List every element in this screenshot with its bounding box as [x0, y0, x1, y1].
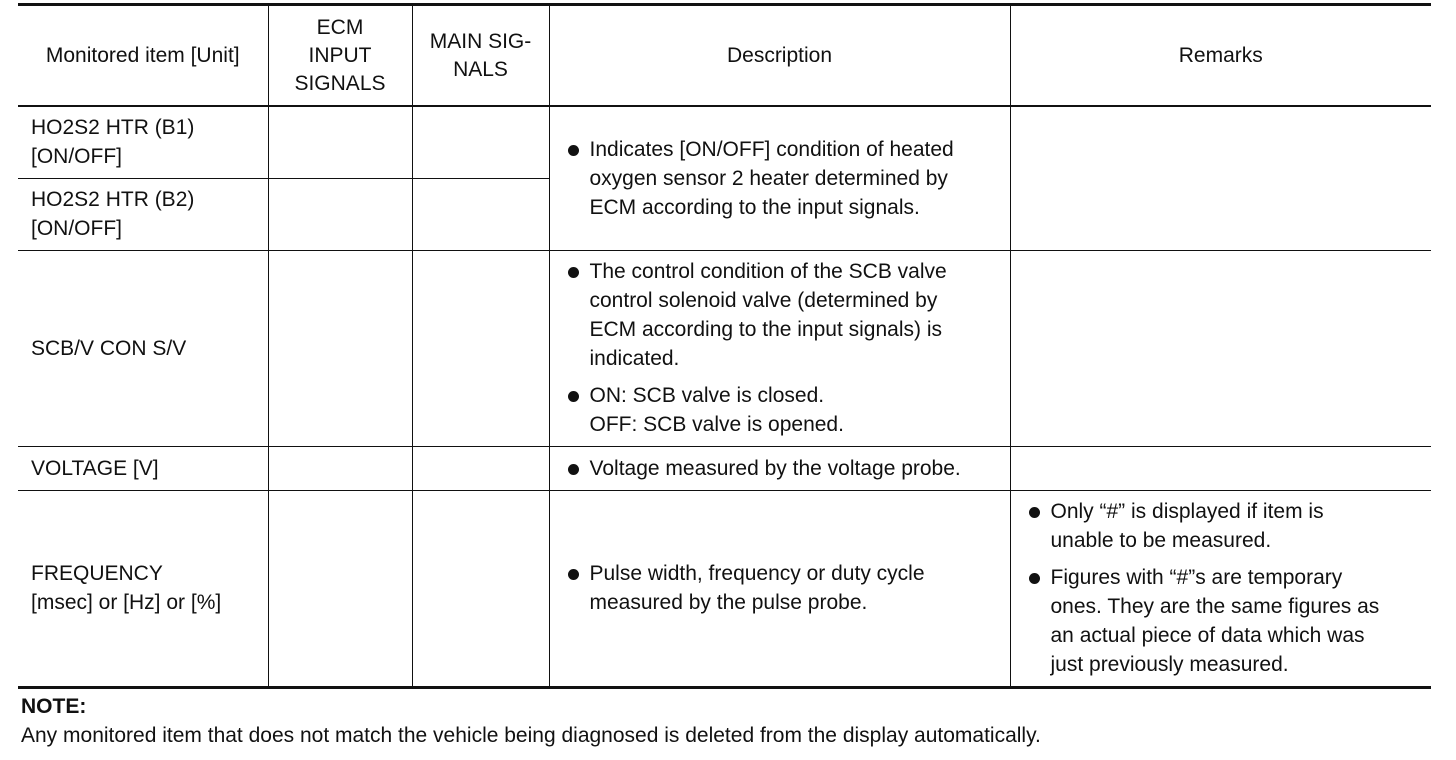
bullet-text: oxygen sensor 2 heater determined by: [589, 166, 948, 190]
main-signal-cell: [412, 250, 549, 446]
bullet-item: [1029, 497, 1426, 555]
description-cell: [549, 106, 1010, 250]
ecm-input-cell: [268, 106, 412, 178]
bullet-text: The control condition of the SCB valve: [589, 260, 947, 283]
item-text: [msec] or [Hz] or [%]: [31, 591, 222, 614]
ecm-input-cell: [268, 250, 412, 446]
main-signal-cell: [412, 106, 549, 178]
header-main-signals: [412, 5, 549, 107]
main-signal-cell: [412, 446, 549, 490]
header-main-line: NALS: [453, 57, 508, 81]
remarks-cell: [1010, 106, 1431, 250]
ecm-input-cell: [268, 490, 412, 687]
note-text: Any monitored item that does not match the vehicle being diagnosed is deleted from the display automatically.: [21, 724, 1041, 747]
header-remarks: Remarks: [1010, 5, 1431, 107]
header-ecm-line: SIGNALS: [294, 71, 386, 95]
remarks-cell: [1010, 446, 1431, 490]
remarks-list: [1029, 497, 1426, 679]
main-signal-cell: [412, 178, 549, 250]
bullet-item: [568, 559, 1004, 617]
bullet-text: ON: SCB valve is closed.: [589, 384, 825, 407]
bullet-text: unable to be measured.: [1050, 529, 1272, 552]
main-signal-cell: [412, 490, 549, 687]
item-text: [ON/OFF]: [31, 145, 122, 169]
table-row: [18, 250, 1431, 446]
bullet-text: an actual piece of data which was: [1050, 624, 1365, 647]
monitor-table: [18, 3, 1431, 689]
ecm-input-cell: [268, 446, 412, 490]
item-cell: [18, 106, 268, 178]
header-main-line: MAIN SIG-: [429, 29, 532, 53]
header-description: Description: [549, 5, 1010, 107]
item-cell: [18, 178, 268, 250]
header-ecm-line: ECM: [316, 15, 364, 39]
bullet-text: ones. They are the same figures as: [1050, 595, 1380, 618]
note-title: NOTE:: [21, 695, 87, 718]
bullet-text: just previously measured.: [1050, 653, 1289, 676]
bullet-text: Voltage measured by the voltage probe.: [589, 456, 961, 480]
bullet-item: [1029, 563, 1426, 679]
remarks-cell: [1010, 250, 1431, 446]
item-text: FREQUENCY: [31, 562, 163, 585]
table-row: [18, 490, 1431, 687]
header-row: [18, 5, 1431, 107]
bullet-text: Figures with “#”s are temporary: [1050, 566, 1343, 589]
bullet-item: [568, 135, 1004, 222]
description-list: [568, 454, 1004, 483]
item-text: HO2S2 HTR (B1): [31, 116, 195, 140]
item-cell: [18, 490, 268, 687]
bullet-item: [568, 381, 1004, 439]
table-row: [18, 106, 1431, 178]
ecm-input-cell: [268, 178, 412, 250]
header-ecm-line: INPUT: [308, 43, 372, 67]
header-ecm-input-signals: [268, 5, 412, 107]
item-cell: VOLTAGE [V]: [18, 446, 268, 490]
description-list: [568, 257, 1004, 439]
bullet-text: measured by the pulse probe.: [589, 591, 868, 614]
item-cell: SCB/V CON S/V: [18, 250, 268, 446]
bullet-text: Only “#” is displayed if item is: [1050, 500, 1324, 523]
description-list: [568, 559, 1004, 617]
item-text: HO2S2 HTR (B2): [31, 188, 195, 211]
bullet-text: control solenoid valve (determined by: [589, 289, 938, 312]
description-cell: [549, 490, 1010, 687]
bullet-item: [568, 454, 1004, 483]
bullet-text: OFF: SCB valve is opened.: [589, 413, 844, 436]
description-cell: [549, 250, 1010, 446]
description-list: [568, 135, 1004, 222]
bullet-text: indicated.: [589, 347, 680, 370]
bullet-text: Pulse width, frequency or duty cycle: [589, 562, 925, 585]
bullet-text: Indicates [ON/OFF] condition of heated: [589, 137, 954, 161]
description-cell: [549, 446, 1010, 490]
item-text: [ON/OFF]: [31, 217, 122, 240]
bullet-item: [568, 257, 1004, 373]
remarks-cell: [1010, 490, 1431, 687]
bullet-text: ECM according to the input signals.: [589, 195, 920, 219]
table-row: [18, 446, 1431, 490]
header-monitored-item: Monitored item [Unit]: [18, 5, 268, 107]
bullet-text: ECM according to the input signals) is: [589, 318, 942, 341]
